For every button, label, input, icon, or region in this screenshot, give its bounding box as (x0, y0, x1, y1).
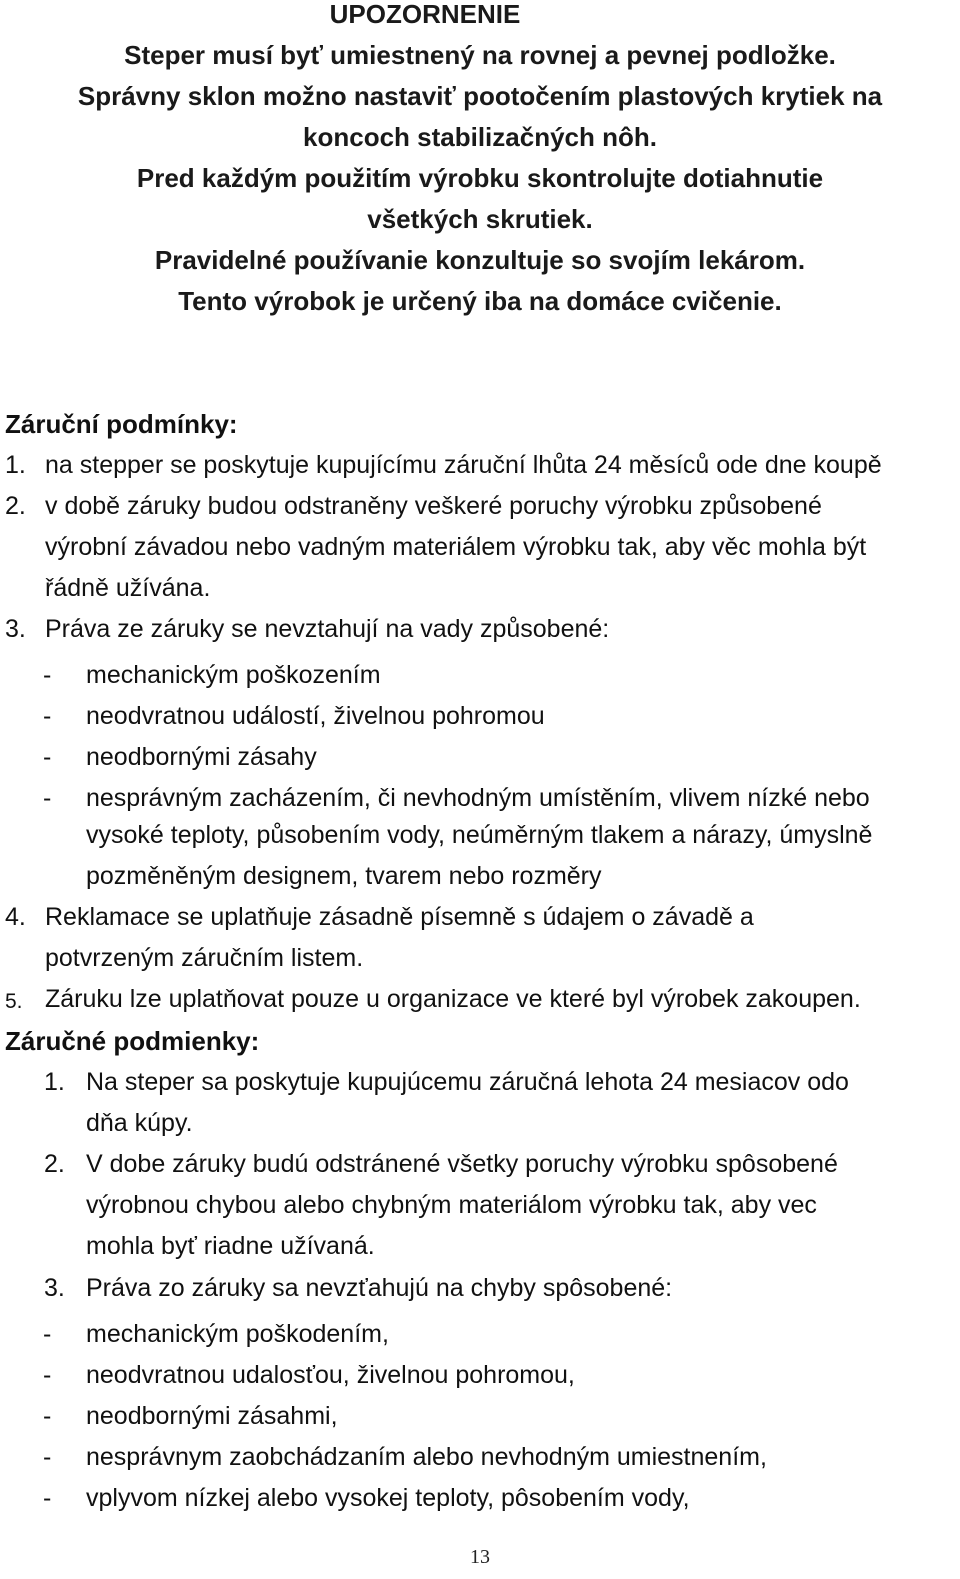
exclusion-text: pozměněným designem, tvarem nebo rozměry (86, 862, 602, 890)
dash-bullet: - (43, 1361, 52, 1389)
section-heading-slovak: Záručné podmienky: (5, 1026, 260, 1056)
item-text: výrobní závadou nebo vadným materiálem výrobku tak, aby věc mohla být (45, 533, 867, 561)
item-number: 3. (44, 1274, 65, 1302)
warning-block (0, 0, 960, 322)
item-text: Práva zo záruky sa nevzťahujú na chyby spôsobené: (86, 1274, 673, 1302)
warning-line: koncoch stabilizačných nôh. (303, 122, 657, 152)
warning-line: Správny sklon možno nastaviť pootočením plastových krytiek na (77, 81, 883, 111)
item-text: výrobnou chybou alebo chybným materiálom výrobku tak, aby vec (86, 1191, 817, 1219)
item-number: 2. (5, 492, 26, 520)
item-text: v době záruky budou odstraněny veškeré poruchy výrobku způsobené (45, 492, 822, 520)
dash-bullet: - (43, 743, 52, 771)
exclusion-text: nesprávným zacházením, či nevhodným umístěním, vlivem nízké nebo (86, 784, 870, 812)
item-number: 4. (5, 903, 26, 931)
exclusion-text: neodbornými zásahmi, (86, 1402, 338, 1430)
exclusion-text: neodvratnou udalosťou, živelnou pohromou, (86, 1361, 575, 1389)
dash-bullet: - (43, 1443, 52, 1471)
exclusion-text: neodbornými zásahy (86, 743, 317, 771)
item-text: Záruku lze uplatňovat pouze u organizace ve které byl výrobek zakoupen. (45, 985, 861, 1013)
item-text: mohla byť riadne užívaná. (86, 1232, 375, 1260)
warning-line: Steper musí byť umiestnený na rovnej a pevnej podložke. (124, 40, 836, 70)
item-number: 5. (5, 990, 23, 1013)
item-number: 3. (5, 615, 26, 643)
page-number: 13 (470, 1546, 490, 1568)
item-text: na stepper se poskytuje kupujícímu záruční lhůta 24 měsíců ode dne koupě (45, 451, 882, 479)
dash-bullet: - (43, 702, 52, 730)
section-heading-czech: Záruční podmínky: (5, 409, 238, 439)
dash-bullet: - (43, 661, 52, 689)
dash-bullet: - (43, 1320, 52, 1348)
exclusion-text: mechanickým poškodením, (86, 1320, 389, 1348)
item-text: dňa kúpy. (86, 1109, 193, 1137)
item-text: řádně užívána. (45, 574, 211, 602)
exclusion-text: nesprávnym zaobchádzaním alebo nevhodným umiestnením, (86, 1443, 767, 1471)
item-text: potvrzeným záručním listem. (45, 944, 364, 972)
dash-bullet: - (43, 1402, 52, 1430)
exclusion-text: neodvratnou událostí, živelnou pohromou (86, 702, 545, 730)
warning-title: UPOZORNENIE (329, 0, 521, 29)
exclusion-text: mechanickým poškozením (86, 661, 381, 689)
warning-line: Tento výrobok je určený iba na domáce cvičenie. (178, 286, 782, 316)
dash-bullet: - (43, 784, 52, 812)
item-text: Na steper sa poskytuje kupujúcemu záručná lehota 24 mesiacov odo (86, 1068, 849, 1096)
item-text: Práva ze záruky se nevztahují na vady způsobené: (45, 615, 610, 643)
item-text: V dobe záruky budú odstránené všetky poruchy výrobku spôsobené (86, 1150, 838, 1178)
warning-line: Pravidelné používanie konzultuje so svojím lekárom. (154, 245, 806, 275)
item-text: Reklamace se uplatňuje zásadně písemně s údajem o závadě a (45, 903, 754, 931)
warning-line: všetkých skrutiek. (367, 204, 593, 234)
warning-line: Pred každým použitím výrobku skontrolujte dotiahnutie (136, 163, 824, 193)
item-number: 1. (5, 451, 26, 479)
item-number: 2. (44, 1150, 65, 1178)
dash-bullet: - (43, 1484, 52, 1512)
item-number: 1. (44, 1068, 65, 1096)
exclusion-text: vysoké teploty, působením vody, neúměrným tlakem a nárazy, úmyslně (86, 821, 873, 849)
exclusion-text: vplyvom nízkej alebo vysokej teploty, pôsobením vody, (86, 1484, 690, 1512)
